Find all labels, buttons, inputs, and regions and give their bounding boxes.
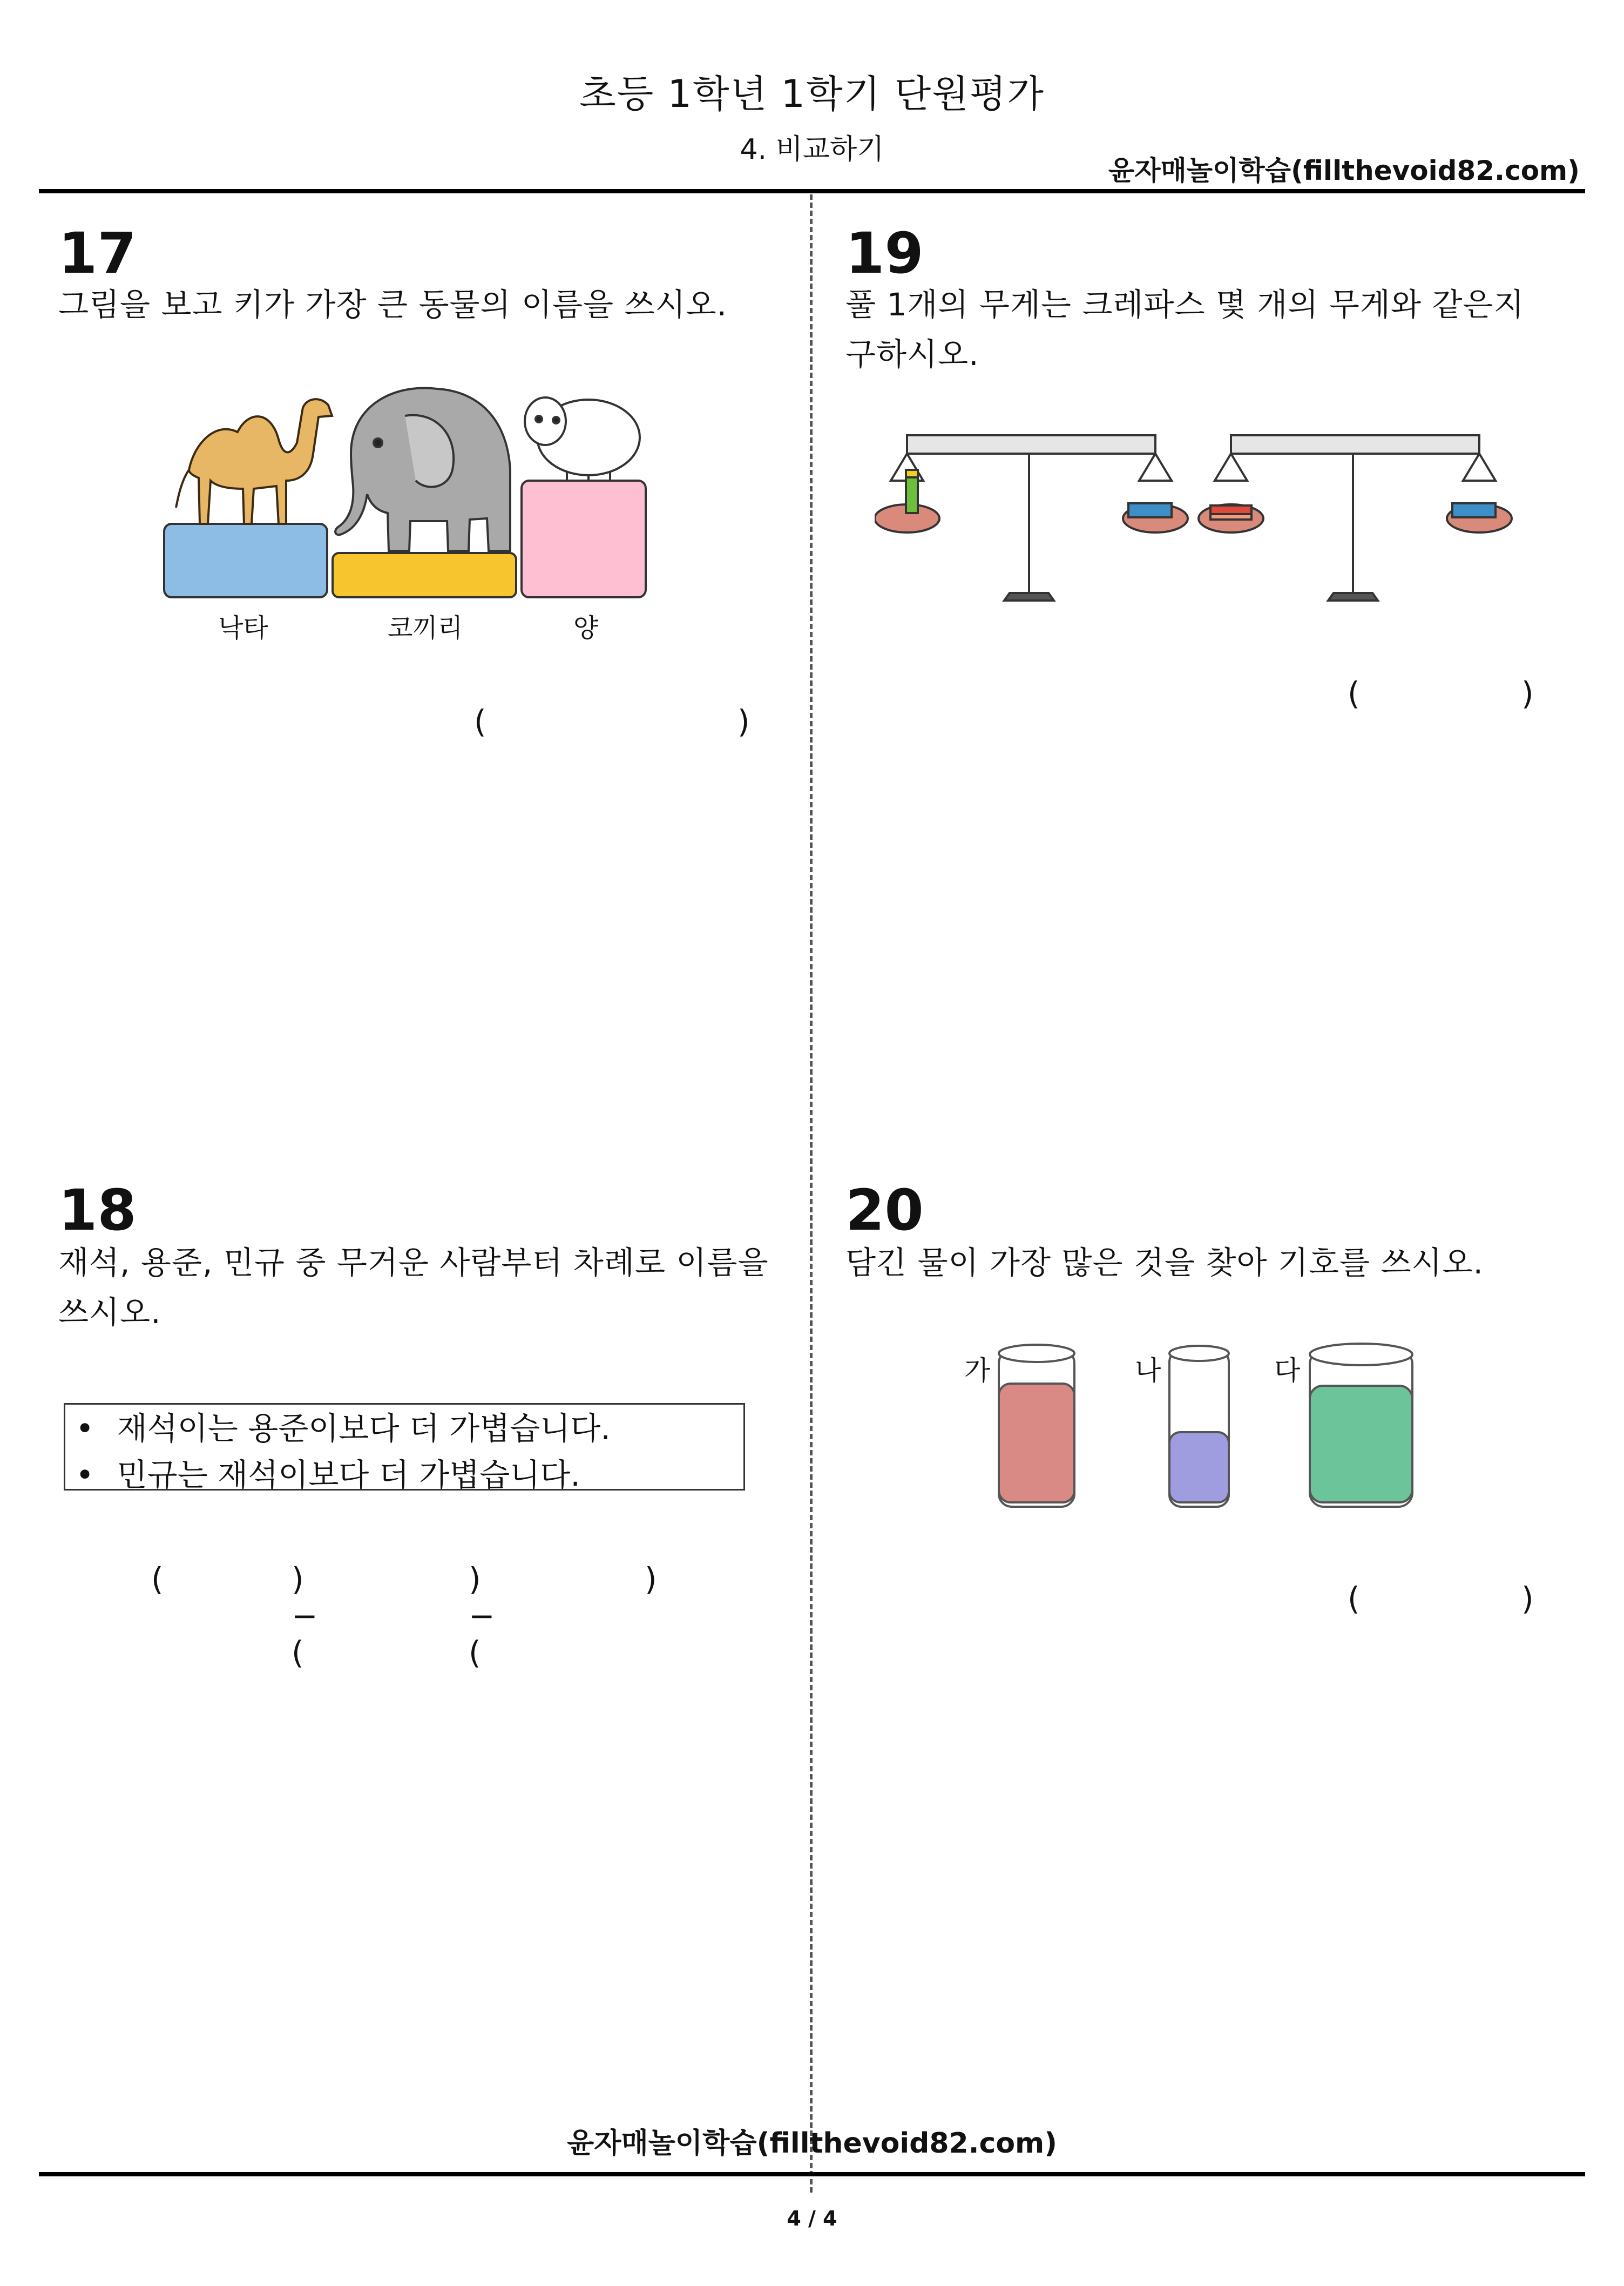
water-cups-illustration [993,1339,1425,1518]
question-19-number: 19 [845,220,924,286]
cup-label-na: 나 [1135,1355,1161,1386]
brand-header: 윤자매놀이학습(fillthevoid82.com) [1108,155,1580,186]
question-18-number: 18 [58,1177,137,1243]
question-19-text-line1: 풀 1개의 무게는 크레파스 몇 개의 무게와 같은지 [845,286,1525,323]
camel-icon [176,399,332,524]
balance-scale-icon [1199,435,1512,601]
question-18-text-line1: 재석, 용준, 민규 중 무거운 사람부터 차례로 이름을 [58,1244,769,1281]
footer-rule [39,2172,1585,2176]
answer-close-paren: ) [1521,675,1534,712]
condition-text-2: 민규는 재석이보다 더 가볍습니다. [117,1456,580,1493]
cup-na-icon [1169,1346,1229,1507]
elephant-box [333,553,516,597]
elephant-icon [335,388,510,551]
balance-scale-icon [875,435,1188,601]
question-17-text: 그림을 보고 키가 가장 큰 동물의 이름을 쓰시오. [58,286,728,323]
answer-open-paren: ( [1348,675,1360,712]
cup-label-da: 다 [1274,1355,1301,1386]
blank-close: ) [645,1561,657,1597]
question-18-text-line2: 쓰시오. [58,1294,161,1331]
condition-text-1: 재석이는 용준이보다 더 가볍습니다. [117,1410,611,1447]
animal-label-elephant: 코끼리 [388,613,463,643]
balance-scales-illustration [875,427,1566,616]
animal-label-sheep: 양 [573,613,599,643]
sheep-box [522,481,646,597]
question-17-number: 17 [58,220,137,286]
condition-item [76,1403,611,1448]
question-20-number: 20 [845,1177,924,1243]
animals-illustration [157,378,659,605]
camel-box [164,524,327,597]
blank-separator-2: )−( [469,1561,495,1671]
animal-label-camel: 낙타 [218,613,268,643]
cup-ga-icon [999,1345,1074,1507]
brand-footer: 윤자매놀이학습(fillthevoid82.com) [566,2127,1057,2160]
condition-item [76,1449,580,1495]
answer-open-paren: ( [1348,1580,1360,1617]
page-title: 초등 1학년 1학기 단원평가 [579,72,1045,116]
question-20-text: 담긴 물이 가장 많은 것을 찾아 기호를 쓰시오. [845,1244,1484,1281]
blank-separator-1: )−( [292,1561,318,1671]
unit-subtitle: 4. 비교하기 [740,133,884,166]
cup-label-ga: 가 [964,1355,991,1386]
answer-open-paren: ( [474,703,486,740]
bullet: • [76,1410,94,1447]
column-divider [810,194,813,2193]
answer-close-paren: ) [1521,1580,1534,1617]
sheep-icon [525,397,640,481]
cup-da-icon [1310,1344,1412,1507]
blank-open: ( [151,1561,164,1597]
page-number: 4 / 4 [787,2207,837,2230]
bullet: • [76,1456,94,1493]
answer-close-paren: ) [737,703,750,740]
header-rule [39,189,1585,193]
question-19-text-line2: 구하시오. [845,336,979,373]
